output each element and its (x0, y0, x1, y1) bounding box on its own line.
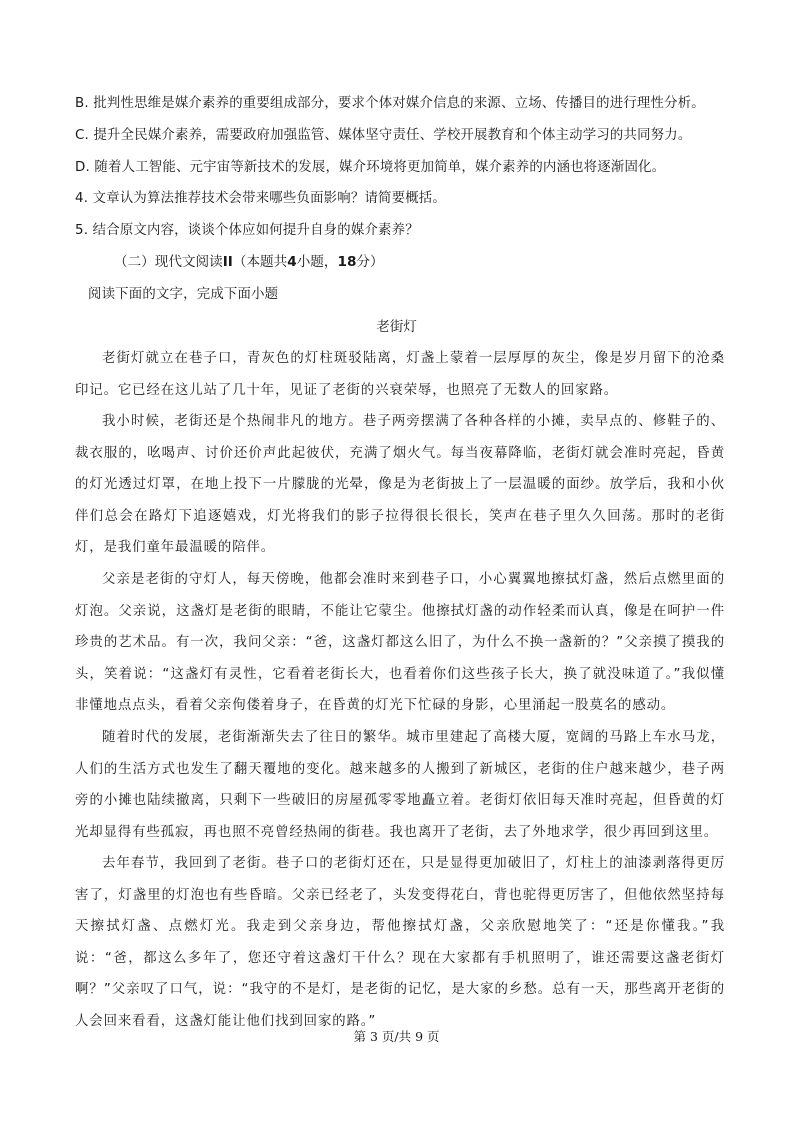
question-5: 5. 结合原文内容，谈谈个体应如何提升自身的媒介素养？ (75, 223, 419, 238)
section-prefix: （二）现代文阅读 (114, 254, 223, 270)
passage-paragraph-5: 去年春节，我回到了老街。巷子口的老街灯还在，只是显得更加破旧了，灯柱上的油漆剥落得更厉害了，灯盏里的灯泡也有些昏暗。父亲已经老了，头发变得花白，背也驼得更厉害了，但他依然坚持每天擦拭灯盏、点燃灯光。我走到父亲身边，帮他擦拭灯盏，父亲欣慰地笑了：“还是你懂我。”我说：“爸，都这么多年了，您还守着这盏灯干什么？现在大家都有手机照明了，谁还需要这盏老街灯啊？”父亲叹了口气，说：“我守的不是灯，是老街的记忆，是大家的乡愁。总有一天，那些离开老街的人会回来看看，这盏灯能让他们找到回家的路。” (75, 856, 725, 1029)
section-score: 18 (337, 254, 357, 270)
passage-title: 老街灯 (376, 319, 417, 335)
option-b: B. 批判性思维是媒介素养的重要组成部分，要求个体对媒介信息的来源、立场、传播目的进行理性分析。 (75, 96, 705, 111)
option-c: C. 提升全民媒介素养，需要政府加强监管、媒体坚守责任、学校开展教育和个体主动学习的共同努力。 (75, 128, 692, 143)
section-suffix-b: 分） (356, 254, 384, 270)
question-4: 4. 文章认为算法推荐技术会带来哪些负面影响？请简要概括。 (75, 191, 446, 206)
passage-paragraph-3: 父亲是老街的守灯人，每天傍晚，他都会准时来到巷子口，小心翼翼地擦拭灯盏，然后点燃里面的灯泡。父亲说，这盏灯是老街的眼睛，不能让它蒙尘。他擦拭灯盏的动作轻柔而认真，像是在呵护一件珍贵的艺术品。有一次，我问父亲：“爸，这盏灯都这么旧了，为什么不换一盏新的？”父亲摸了摸我的头，笑着说：“这盏灯有灵性，它看着老街长大，也看着你们这些孩子长大，换了就没味道了。”我似懂非懂地点点头，看着父亲佝偻着身子，在昏黄的灯光下忙碌的身影，心里涌起一股莫名的感动。 (75, 572, 725, 714)
option-d: D. 随着人工智能、元宇宙等新技术的发展，媒介环境将更加简单，媒介素养的内涵也将逐渐固化。 (75, 160, 666, 175)
passage-paragraph-4: 随着时代的发展，老街渐渐失去了往日的繁华。城市里建起了高楼大厦，宽阔的马路上车水马龙，人们的生活方式也发生了翻天覆地的变化。越来越多的人搬到了新城区，老街的住户越来越少，巷子两旁的小摊也陆续撤离，只剩下一些破旧的房屋孤零零地矗立着。老街灯依旧每天准时亮起，但昏黄的灯光却显得有些孤寂，再也照不亮曾经热闹的街巷。我也离开了老街，去了外地求学，很少再回到这里。 (75, 730, 725, 840)
question-count: 4 (287, 254, 297, 270)
section-numeral: II (222, 254, 233, 270)
section-middle: （本题共 (232, 254, 288, 270)
passage-paragraph-1: 老街灯就立在巷子口，青灰色的灯柱斑驳陆离，灯盏上蒙着一层厚厚的灰尘，像是岁月留下的沧桑印记。它已经在这儿站了几十年，见证了老街的兴衰荣辱，也照亮了无数人的回家路。 (75, 351, 725, 398)
section-suffix-a: 小题， (296, 254, 338, 270)
page-number: 第 3 页/共 9 页 (353, 1029, 440, 1044)
reading-instruction: 阅读下面的文字，完成下面小题 (88, 287, 279, 302)
passage-paragraph-2: 我小时候，老街还是个热闹非凡的地方。巷子两旁摆满了各种各样的小摊，卖早点的、修鞋子的、裁衣服的，吆喝声、讨价还价声此起彼伏，充满了烟火气。每当夜幕降临，老街灯就会准时亮起，昏黄的灯光透过灯罩，在地上投下一片朦胧的光晕，像是为老街披上了一层温暖的面纱。放学后，我和小伙伴们总会在路灯下追逐嬉戏，灯光将我们的影子拉得很长很长，笑声在巷子里久久回荡。那时的老街灯，是我们童年最温暖的陪伴。 (75, 414, 725, 556)
section-heading (114, 253, 384, 271)
